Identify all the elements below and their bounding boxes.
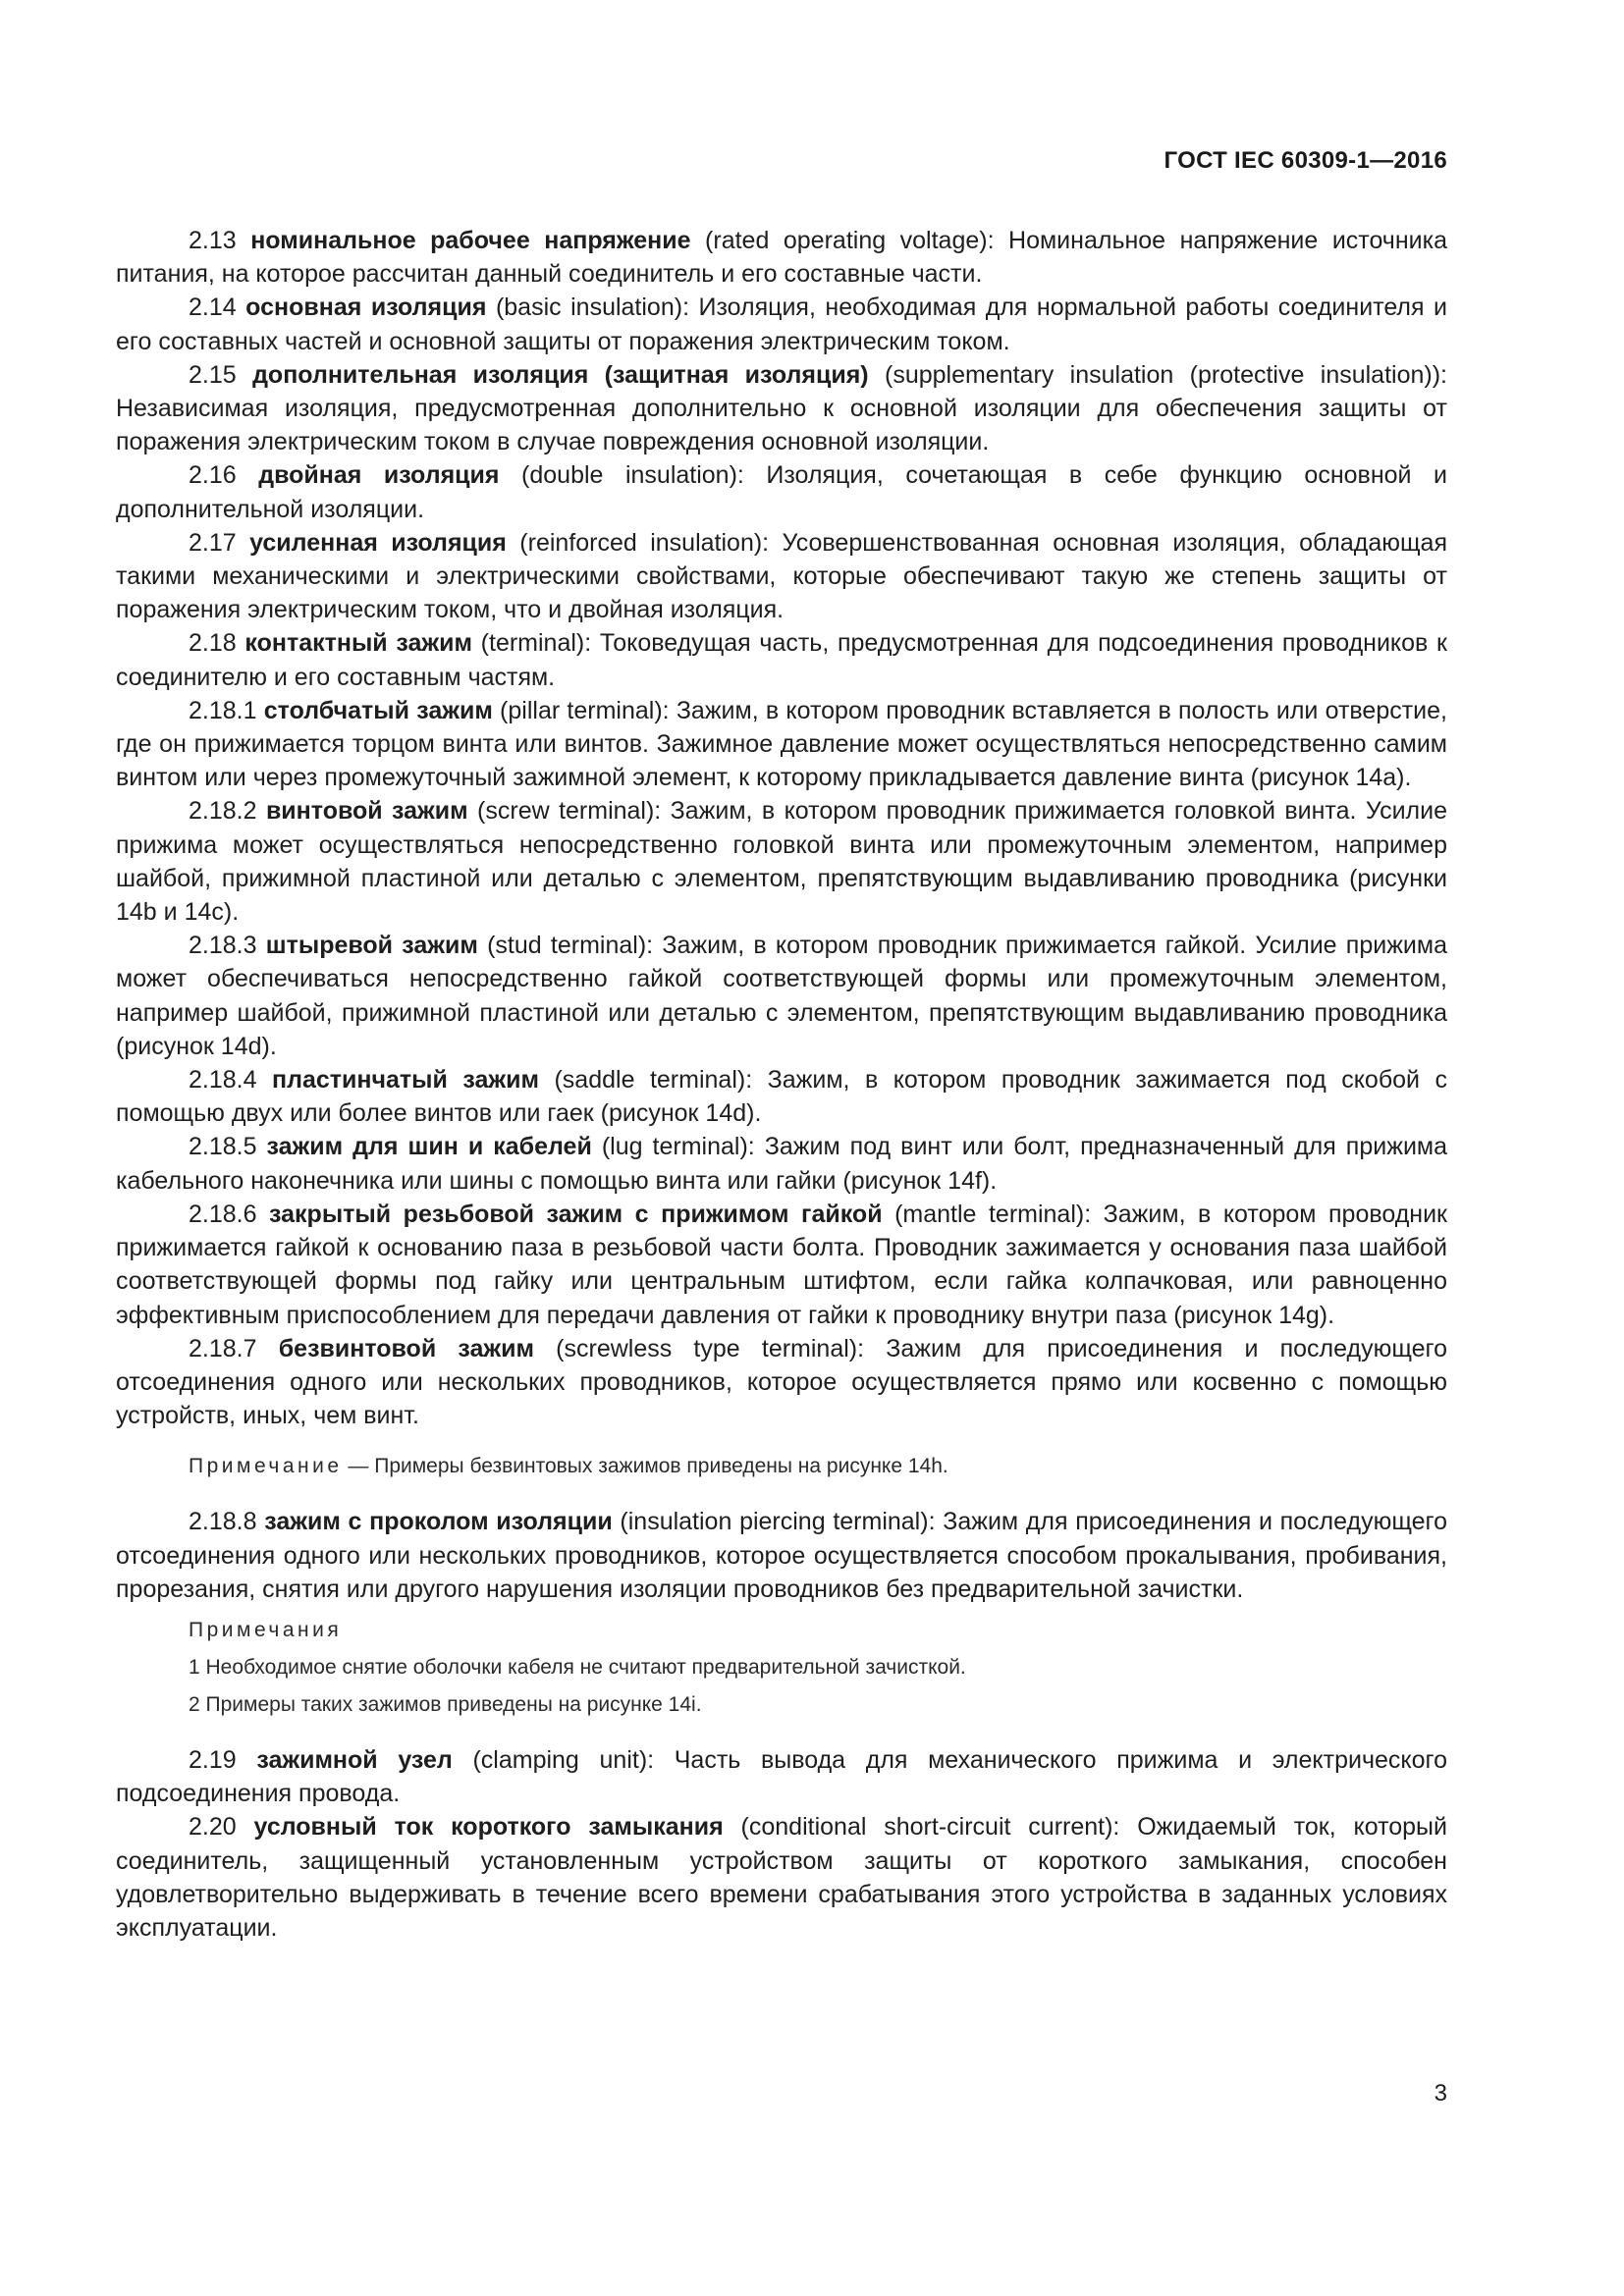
clause-number: 2.20 bbox=[189, 1813, 237, 1842]
term-definition: (supplementary insulation (protective insulation)): Независимая изоляция, предусмотренная дополнительно к основной изоляции для обеспечения защиты от поражения электрическим током в случае повреждения основной изоляции. bbox=[116, 360, 1447, 456]
page-number: 3 bbox=[1434, 2080, 1447, 2107]
term-definition: (terminal): Токоведущая часть, предусмотренная для подсоединения проводников к соединителю и его составным частям. bbox=[116, 629, 1447, 691]
clause-number: 2.18.8 bbox=[189, 1508, 257, 1536]
note-item: 2 Примеры таких зажимов приведены на рисунке 14i. bbox=[189, 1692, 702, 1716]
clause-number: 2.18.6 bbox=[189, 1200, 257, 1228]
clause-number: 2.18.3 bbox=[189, 932, 257, 960]
term-paragraph bbox=[116, 626, 1447, 693]
term-title: винтовой зажим bbox=[265, 797, 468, 826]
term-paragraph bbox=[116, 929, 1447, 1063]
term-title: зажимной узел bbox=[256, 1745, 453, 1774]
term-paragraph bbox=[116, 1332, 1447, 1433]
term-title: безвинтовой зажим bbox=[278, 1334, 534, 1362]
clause-number: 2.17 bbox=[189, 528, 237, 557]
term-paragraph bbox=[116, 458, 1447, 525]
term-definition: (pillar terminal): Зажим, в котором проводник вставляется в полость или отверстие, где он прижимается торцом винта или винтов. Зажимное давление может осуществляться непосредственно самим винтом или через промежуточный зажимной элемент, к которому прикладывается давление винта (рисунок 14а). bbox=[116, 696, 1447, 792]
term-title: зажим для шин и кабелей bbox=[266, 1133, 592, 1161]
term-paragraph bbox=[116, 1810, 1447, 1945]
term-title: дополнительная изоляция (защитная изоляция) bbox=[252, 360, 869, 389]
note-text: — Примеры безвинтовых зажимов приведены на рисунке 14h. bbox=[342, 1455, 948, 1478]
term-definition: (stud terminal): Зажим, в котором проводник прижимается гайкой. Усилие прижима может обеспечиваться непосредственно гайкой соответствующей формы или промежуточным элементом, например шайбой, прижимной пластиной или деталью с элементом, препятствующим выдавливанию проводника (рисунок 14d). bbox=[116, 932, 1447, 1060]
term-definition: (conditional short-circuit current): Ожидаемый ток, который соединитель, защищенный установленным устройством защиты от короткого замыкания, способен удовлетворительно выдерживать в течение всего времени срабатывания этого устройства в заданных условиях эксплуатации. bbox=[116, 1813, 1447, 1942]
term-title: основная изоляция bbox=[245, 294, 487, 322]
clause-number: 2.15 bbox=[189, 360, 237, 389]
term-definition: (basic insulation): Изоляция, необходимая для нормальной работы соединителя и его составных частей и основной защиты от поражения электрическим током. bbox=[116, 294, 1447, 355]
term-paragraph bbox=[116, 1198, 1447, 1332]
clause-number: 2.18.2 bbox=[189, 797, 257, 826]
term-definition: (screwless type terminal): Зажим для присоединения и последующего отсоединения одного или нескольких проводников, которое осуществляется прямо или косвенно с помощью устройств, иных, чем винт. bbox=[116, 1334, 1447, 1430]
term-title: закрытый резьбовой зажим с прижимом гайкой bbox=[269, 1200, 883, 1228]
term-title: условный ток короткого замыкания bbox=[253, 1813, 724, 1842]
term-title: пластинчатый зажим bbox=[272, 1066, 539, 1095]
term-title: усиленная изоляция bbox=[249, 528, 507, 557]
term-paragraph bbox=[116, 358, 1447, 459]
document-body bbox=[116, 224, 1447, 1945]
term-paragraph bbox=[116, 1063, 1447, 1130]
clause-number: 2.14 bbox=[189, 294, 237, 322]
clause-number: 2.16 bbox=[189, 461, 237, 490]
notes-label-line bbox=[116, 1616, 1447, 1645]
clause-number: 2.18.5 bbox=[189, 1133, 257, 1161]
standard-header: ГОСТ IEC 60309-1—2016 bbox=[1164, 147, 1447, 174]
term-definition: (insulation piercing terminal): Зажим для присоединения и последующего отсоединения одного или нескольких проводников, которое осуществляется способом прокалывания, пробивания, прорезания, снятия или другого нарушения изоляции проводников без предварительной зачистки. bbox=[116, 1508, 1448, 1603]
term-paragraph bbox=[116, 291, 1447, 357]
term-definition: (mantle terminal): Зажим, в котором проводник прижимается гайкой к основанию паза в резьбовой части болта. Проводник зажимается у основания паза шайбой соответствующей формы под гайку или центральным штифтом, если гайка колпачковая, или равноценно эффективным приспособлением для передачи давления от гайки к проводнику внутри паза (рисунок 14g). bbox=[116, 1200, 1447, 1329]
term-definition: (lug terminal): Зажим под винт или болт, предназначенный для прижима кабельного наконечника или шины с помощью винта или гайки (рисунок 14f). bbox=[116, 1133, 1447, 1195]
term-title: контактный зажим bbox=[244, 629, 472, 658]
term-title: зажим с проколом изоляции bbox=[264, 1508, 613, 1536]
clause-number: 2.18.1 bbox=[189, 696, 257, 724]
term-definition: (clamping unit): Часть вывода для механического прижима и электрического подсоединения провода. bbox=[116, 1745, 1447, 1808]
term-definition: (reinforced insulation): Усовершенствованная основная изоляция, обладающая такими механическими и электрическими свойствами, которые обеспечивают такую же степень защиты от поражения электрическим током, что и двойная изоляция. bbox=[116, 528, 1447, 624]
term-paragraph bbox=[116, 794, 1447, 929]
term-paragraph bbox=[116, 694, 1447, 795]
term-paragraph bbox=[116, 1130, 1447, 1197]
term-title: штыревой зажим bbox=[265, 932, 478, 960]
clause-number: 2.19 bbox=[189, 1745, 237, 1774]
term-title: номинальное рабочее напряжение bbox=[250, 227, 691, 254]
term-paragraph bbox=[116, 526, 1447, 627]
term-definition: (saddle terminal): Зажим, в котором проводник зажимается под скобой с помощью двух или более винтов или гаек (рисунок 14d). bbox=[116, 1066, 1448, 1128]
term-definition: (screw terminal): Зажим, в котором проводник прижимается головкой винта. Усилие прижима может осуществляться непосредственно головкой винта или промежуточным элементом, например шайбой, прижимной пластиной или деталью с элементом, препятствующим выдавливанию проводника (рисунки 14b и 14с). bbox=[116, 797, 1447, 927]
term-title: двойная изоляция bbox=[258, 461, 500, 490]
term-paragraph bbox=[116, 1505, 1447, 1606]
clause-number: 2.13 bbox=[189, 227, 237, 254]
notes-label: Примечания bbox=[189, 1618, 343, 1641]
clause-number: 2.18 bbox=[189, 629, 237, 658]
note-label: Примечание bbox=[189, 1455, 343, 1478]
clause-number: 2.18.4 bbox=[189, 1066, 257, 1095]
term-definition: (rated operating voltage): Номинальное напряжение источника питания, на которое рассчитан данный соединитель и его составные части. bbox=[116, 227, 1447, 289]
term-paragraph bbox=[116, 224, 1447, 291]
term-title: столбчатый зажим bbox=[263, 696, 493, 724]
note bbox=[116, 1452, 1447, 1481]
term-definition: (double insulation): Изоляция, сочетающая в себе функцию основной и дополнительной изоляции. bbox=[116, 461, 1447, 523]
note-item: 1 Необходимое снятие оболочки кабеля не считают предварительной зачисткой. bbox=[189, 1655, 966, 1679]
notes-block bbox=[116, 1616, 1447, 1720]
clause-number: 2.18.7 bbox=[189, 1334, 257, 1362]
term-paragraph bbox=[116, 1743, 1447, 1810]
